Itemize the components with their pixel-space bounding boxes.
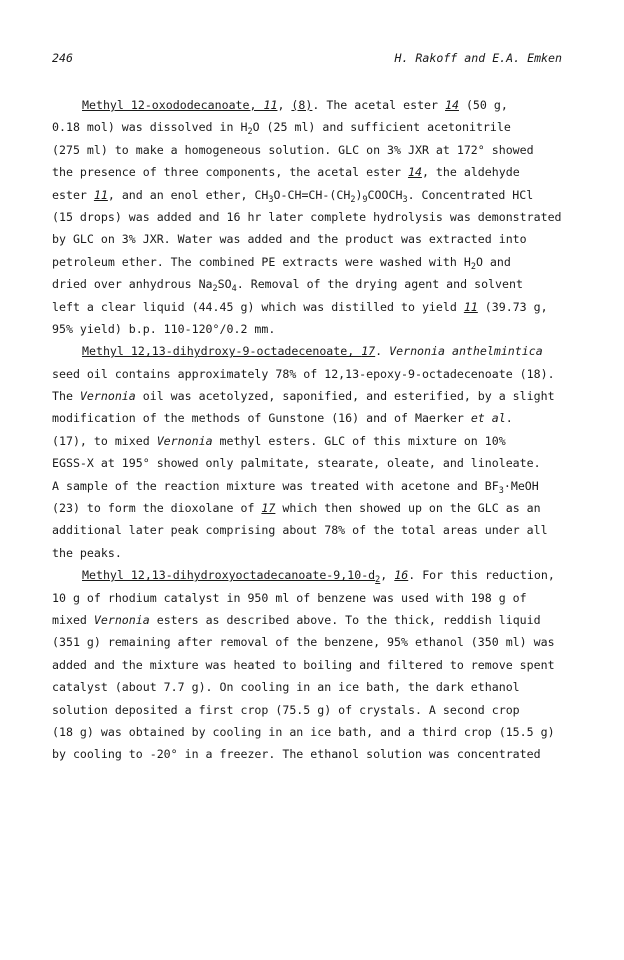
text-line: modification of the methods of Gunstone (16) and of Maerker et al. [52,411,513,426]
species-name: Vernonia [79,389,136,404]
running-head: H. Rakoff and E.A. Emken [394,51,562,65]
compound-ref: 14 [407,165,422,180]
text-line: mixed Vernonia esters as described above. To the thick, reddish liquid [52,612,541,627]
compound-ref: 17 [261,501,276,516]
compound-ref: 14 [445,98,459,112]
body-text [52,94,572,766]
text-line: by cooling to -20° in a freezer. The ethanol solution was concentrated [52,747,541,762]
text-line: 95% yield) b.p. 110-120°/0.2 mm. [52,321,276,336]
compound-ref: 11 [93,187,108,202]
compound-ref: 11 [463,299,478,314]
text-line: The Vernonia oil was acetolyzed, saponified, and esterified, by a slight [52,389,555,404]
species-name: Vernonia [156,433,213,448]
text-line: solution deposited a first crop (75.5 g) of crystals. A second crop [52,702,520,717]
text-line: (275 ml) to make a homogeneous solution. GLC on 3% JXR at 172° showed [52,142,534,157]
text-line: dried over anhydrous $Na_2SO_4$. Removal of the drying agent and solvent [52,277,523,295]
text-line: seed oil contains approximately 78% of 12,13-epoxy-9-octadecenoate (18). [52,366,555,381]
citation-ref: (8) [291,98,313,112]
text-line: left a clear liquid (44.45 g) which was distilled to yield 11 (39.73 g, [52,299,548,314]
text-line: A sample of the reaction mixture was treated with acetone and $BF_3\cdot MeOH$ [52,478,539,496]
compound-ref: 17 [361,344,376,359]
text-line: ester 11, and an enol ether, $CH_3O-CH=CH-(CH_2)_9COOCH_3$. Concentrated HCl [52,187,534,205]
text-line: petroleum ether. The combined PE extracts were washed with $H_2O$ and [52,254,511,272]
text-line: (17), to mixed Vernonia methyl esters. GLC of this mixture on 10% [52,433,506,448]
text-line: Methyl 12,13-dihydroxy-9-octadecenoate, 17. Vernonia anthelmintica [82,344,543,359]
section-heading: Methyl 12-oxododecanoate, [82,98,264,112]
text-line: the presence of three components, the acetal ester 14, the aldehyde [52,165,520,180]
text-line: (15 drops) was added and 16 hr later complete hydrolysis was demonstrated [52,209,562,224]
text-line: additional later peak comprising about 78% of the total areas under all [52,523,548,538]
text-line: 0.18 mol) was dissolved in $H_2O$ (25 ml) and sufficient acetonitrile [52,120,511,138]
text-line: Methyl 12-oxododecanoate, 11, (8). The acetal ester 14 (50 g, [82,98,508,112]
page-number: 246 [52,51,73,65]
text-line: EGSS-X at 195° showed only palmitate, stearate, oleate, and linoleate. [52,456,541,471]
text-line: Methyl $12,13-dihydroxyoctadecanoate-9,10-d_2$, 16. For this reduction, [82,568,555,586]
text-line: (351 g) remaining after removal of the benzene, 95% ethanol (350 ml) was [52,635,555,650]
section-heading: Methyl 12,13-dihydroxyoctadecanoate-9,10-d [82,568,376,583]
text-line: added and the mixture was heated to boiling and filtered to remove spent [52,657,555,672]
compound-ref: 16 [394,568,409,583]
text-line: catalyst (about 7.7 g). On cooling in an ice bath, the dark ethanol [52,680,520,695]
species-name: Vernonia [93,612,150,627]
text-line: by GLC on 3% JXR. Water was added and the product was extracted into [52,232,527,247]
text-line: 10 g of rhodium catalyst in 950 ml of benzene was used with 198 g of [52,590,527,605]
compound-ref: 11 [263,98,278,112]
species-name: Vernonia anthelmintica [389,344,543,359]
text-line: (23) to form the dioxolane of 17 which then showed up on the GLC as an [52,501,541,516]
text-line: (18 g) was obtained by cooling in an ice bath, and a third crop (15.5 g) [52,724,555,739]
page-header [52,51,562,67]
section-heading: Methyl 12,13-dihydroxy-9-octadecenoate, [82,344,362,359]
text-line: the peaks. [52,545,122,560]
